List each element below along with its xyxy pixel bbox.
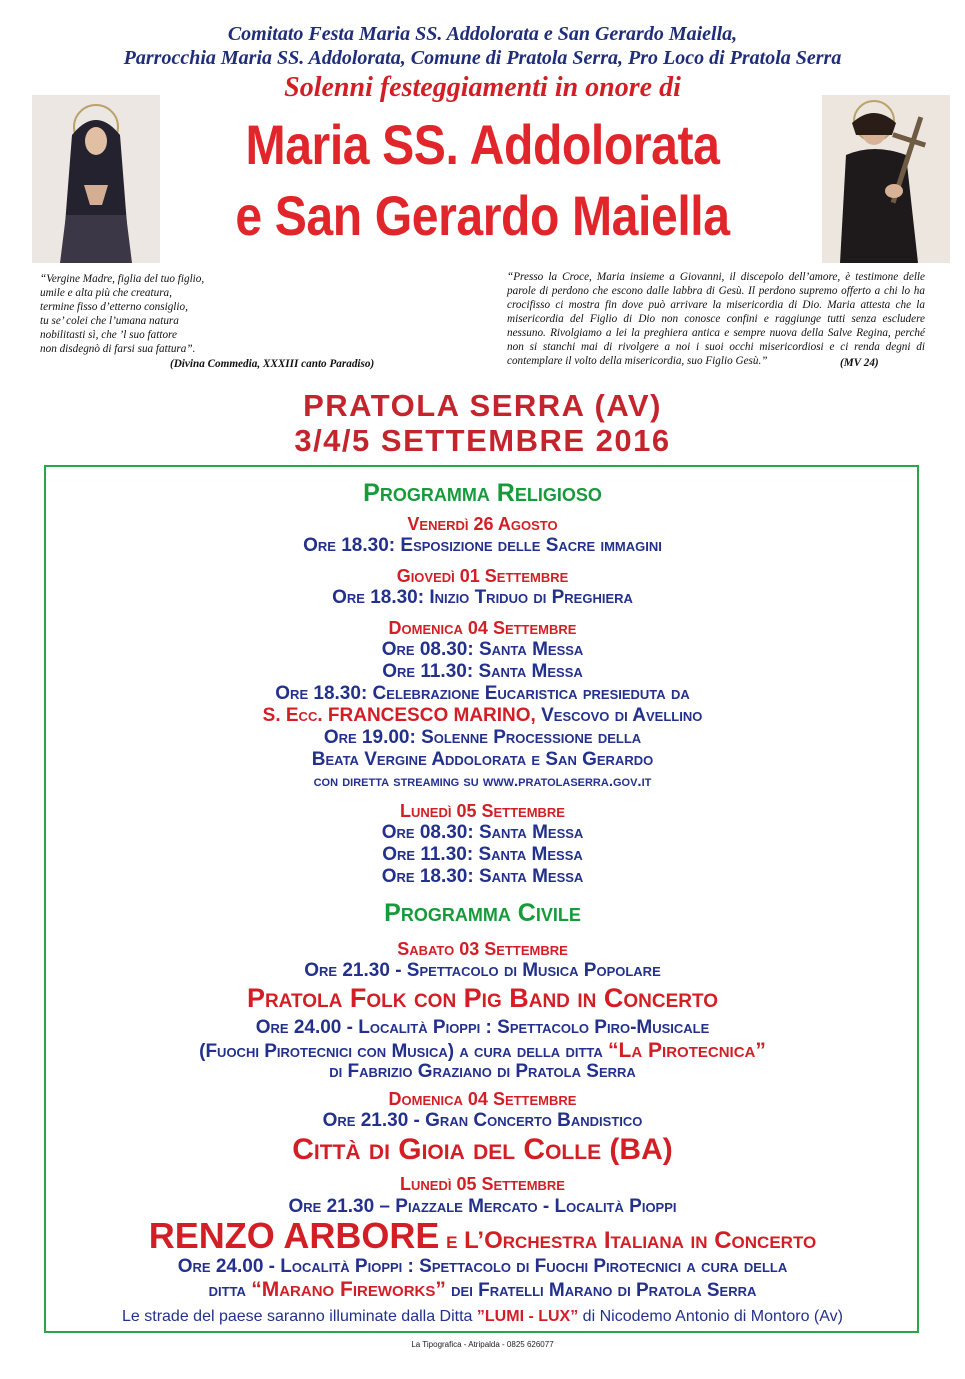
- day-heading: Giovedì 01 Settembre: [396, 566, 569, 586]
- program-item: Ore 08.30: Santa Messa: [381, 822, 584, 843]
- misericordia-quote-source: (MV 24): [840, 357, 879, 369]
- program-item: Ore 18.30: Esposizione delle Sacre immagini: [303, 535, 662, 556]
- program-item: Ore 21.30 - Gran Concerto Bandistico: [322, 1110, 643, 1131]
- dante-quote: [40, 272, 470, 356]
- lights-credit: [0, 1308, 965, 1326]
- bishop-name: S. Ecc. FRANCESCO MARINO,: [262, 705, 536, 726]
- day-heading: Venerdì 26 Agosto: [407, 514, 558, 534]
- bishop-role: Vescovo di Avellino: [535, 705, 703, 726]
- day-heading: Lunedì 05 Settembre: [400, 801, 565, 821]
- program-item: Ore 24.00 - Località Pioppi : Spettacolo di Fuochi Pirotecnici a cura della: [177, 1256, 788, 1277]
- quote-line: “Vergine Madre, figlia del tuo figlio,: [40, 273, 205, 285]
- quote-line: umile e alta più che creatura,: [40, 287, 172, 299]
- day-heading: Lunedì 05 Settembre: [400, 1174, 565, 1194]
- lights-text: Le strade del paese saranno illuminate dalla Ditta: [122, 1308, 477, 1325]
- dante-quote-source: (Divina Commedia, XXXIII canto Paradiso): [170, 358, 375, 370]
- title-line-2: e San Gerardo Maiella: [235, 184, 730, 247]
- band-highlight: Città di Gioia del Colle (BA): [292, 1133, 673, 1166]
- religious-program-title: Programma Religioso: [363, 479, 602, 507]
- solenni-subtitle: Solenni festeggiamenti in onore di: [284, 72, 681, 103]
- program-item: Beata Vergine Addolorata e San Gerardo: [311, 749, 654, 770]
- quote-line: non disdegnò di farsi sua fattura”.: [40, 343, 196, 355]
- program-item: Ore 19.00: Solenne Processione della: [323, 727, 642, 748]
- lumi-lux-company: ”LUMI - LUX”: [476, 1308, 579, 1325]
- lights-text: di Nicodemo Antonio di Montoro (Av): [578, 1308, 843, 1325]
- program-item: [0, 1039, 965, 1063]
- program-item: Ore 18.30: Inizio Triduo di Preghiera: [332, 587, 633, 608]
- program-item: Ore 21.30 - Spettacolo di Musica Popolare: [304, 960, 661, 981]
- arbore-line: [0, 1215, 965, 1257]
- town-heading: PRATOLA SERRA (AV): [303, 388, 662, 423]
- marano-company: “Marano Fireworks”: [251, 1278, 446, 1301]
- marano-text: dei Fratelli Marano di Pratola Serra: [445, 1280, 757, 1301]
- ditta-text: ditta: [208, 1280, 252, 1301]
- day-heading: Domenica 04 Settembre: [388, 1089, 577, 1109]
- streaming-line: con diretta streaming su www.pratolaserra.gov.it: [313, 773, 652, 790]
- program-item: Ore 21.30 – Piazzale Mercato - Località Pioppi: [288, 1196, 677, 1217]
- header: [0, 22, 965, 104]
- program-item: Ore 18.30: Santa Messa: [381, 866, 584, 887]
- civil-program-title: Programma Civile: [384, 899, 581, 927]
- program-item: di Fabrizio Graziano di Pratola Serra: [329, 1061, 636, 1082]
- day-heading: Domenica 04 Settembre: [388, 618, 577, 638]
- bishop-line: [0, 705, 965, 727]
- arbore-orchestra: e L’Orchestra Italiana in Concerto: [439, 1227, 817, 1254]
- program-item: Ore 18.30: Celebrazione Eucaristica presieduta da: [275, 683, 690, 704]
- misericordia-quote: “Presso la Croce, Maria insieme a Giovanni, il discepolo dell’amore, è testimone delle parole di perdono che escono dalle labbra di Gesù. Il perdono supremo offerto a chi lo ha crocifisso ci mostra fin dove può arrivare la misericordia di Dio. Maria attesta che la misericordia del Figlio di Dio non conosce confini e raggiunge tutti senza escludere nessuno. Rivolgiamo a lei la preghiera antica e sempre nuova della Salve Regina, perché non si stanchi mai di rivolgere a noi i suoi occhi misericordiosi e ci renda degni di contemplare il volto della misericordia, suo Figlio Gesù.”: [507, 271, 925, 367]
- program-item: Ore 08.30: Santa Messa: [381, 639, 584, 660]
- dates-heading: 3/4/5 SETTEMBRE 2016: [294, 423, 671, 458]
- pirotecnica-company: “La Pirotecnica”: [608, 1039, 766, 1062]
- program-item: Ore 24.00 - Località Pioppi : Spettacolo Piro-Musicale: [255, 1017, 710, 1038]
- quote-line: termine fisso d’etterno consiglio,: [40, 301, 188, 313]
- addolorata-statue-image: [32, 95, 160, 263]
- arbore-name: RENZO ARBORE: [148, 1215, 440, 1256]
- san-gerardo-statue-image: [822, 95, 950, 263]
- committee-line-1: Comitato Festa Maria SS. Addolorata e San Gerardo Maiella,: [227, 23, 738, 45]
- quote-line: nobilitasti sì, che ’l suo fattore: [40, 329, 177, 341]
- program-item: [0, 1278, 965, 1302]
- day-heading: Sabato 03 Settembre: [397, 939, 568, 959]
- committee-line-2: Parrocchia Maria SS. Addolorata, Comune di Pratola Serra, Pro Loco di Pratola Serra: [123, 47, 842, 69]
- program-item: Ore 11.30: Santa Messa: [382, 661, 583, 682]
- fireworks-text: (Fuochi Pirotecnici con Musica) a cura della ditta: [199, 1041, 609, 1062]
- quote-line: tu se’ colei che l’umana natura: [40, 315, 179, 327]
- program-item: Ore 11.30: Santa Messa: [382, 844, 583, 865]
- printer-credit: La Tipografica - Atripalda - 0825 626077: [411, 1340, 554, 1349]
- folk-concert-highlight: Pratola Folk con Pig Band in Concerto: [246, 983, 719, 1013]
- title-line-1: Maria SS. Addolorata: [245, 113, 720, 176]
